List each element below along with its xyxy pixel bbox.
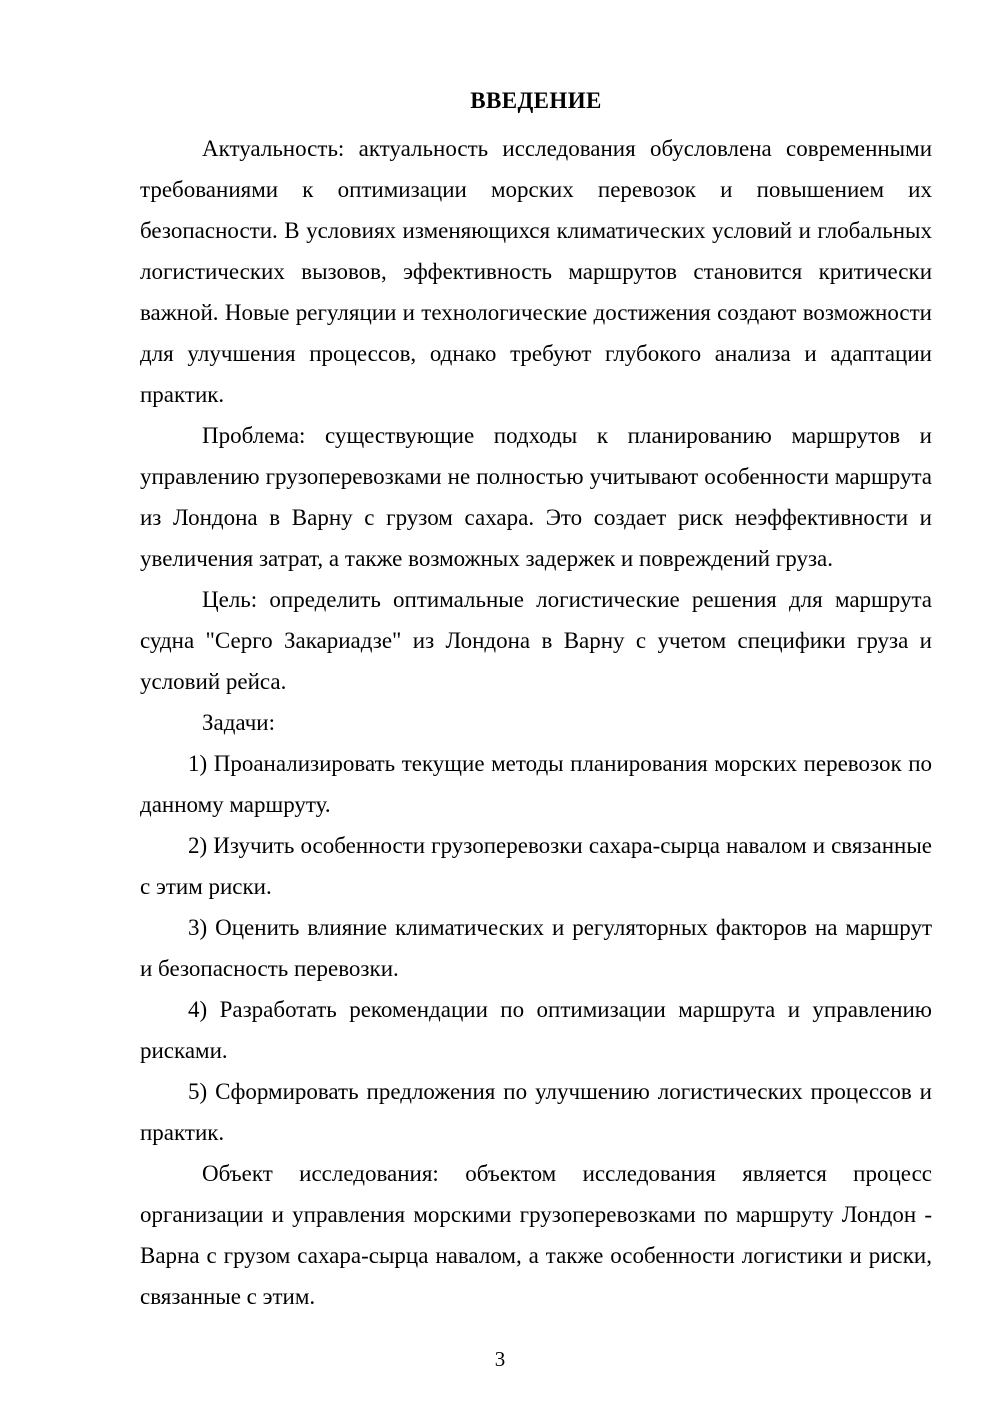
paragraph-relevance: Актуальность: актуальность исследования обусловлена современными требованиями к оптимизации морских перевозок и повышением их безопасности. В условиях изменяющихся климатических условий и глобальных логистических вызовов, эффективность маршрутов становится критически важной. Новые регуляции и технологические достижения создают возможности для улучшения процессов, однако требуют глубокого анализа и адаптации практик. [140, 136, 932, 407]
paragraph-goal: Цель: определить оптимальные логистические решения для маршрута судна "Серго Закариадзе" из Лондона в Варну с учетом специфики груза и условий рейса. [140, 587, 932, 694]
task-item-2: 2) Изучить особенности грузоперевозки сахара-сырца навалом и связанные с этим риски. [140, 833, 932, 899]
page-number: 3 [494, 1347, 506, 1371]
task-item-3: 3) Оценить влияние климатических и регуляторных факторов на маршрут и безопасность перевозки. [140, 915, 932, 981]
paragraph-research-object: Объект исследования: объектом исследования является процесс организации и управления морскими грузоперевозками по маршруту Лондон - Варна с грузом сахара-сырца навалом, а также особенности логистики и риски, связанные с этим. [140, 1161, 932, 1309]
task-item-4: 4) Разработать рекомендации по оптимизации маршрута и управлению рисками. [140, 997, 932, 1063]
task-item-5: 5) Сформировать предложения по улучшению логистических процессов и практик. [140, 1079, 932, 1145]
task-item-1: 1) Проанализировать текущие методы планирования морских перевозок по данному маршруту. [140, 751, 932, 817]
paragraph-tasks-heading: Задачи: [202, 710, 275, 735]
page-title: ВВЕДЕНИЕ [470, 88, 602, 113]
paragraph-problem: Проблема: существующие подходы к планированию маршрутов и управлению грузоперевозками не полностью учитывают особенности маршрута из Лондона в Варну с грузом сахара. Это создает риск неэффективности и увеличения затрат, а также возможных задержек и повреждений груза. [140, 423, 932, 571]
